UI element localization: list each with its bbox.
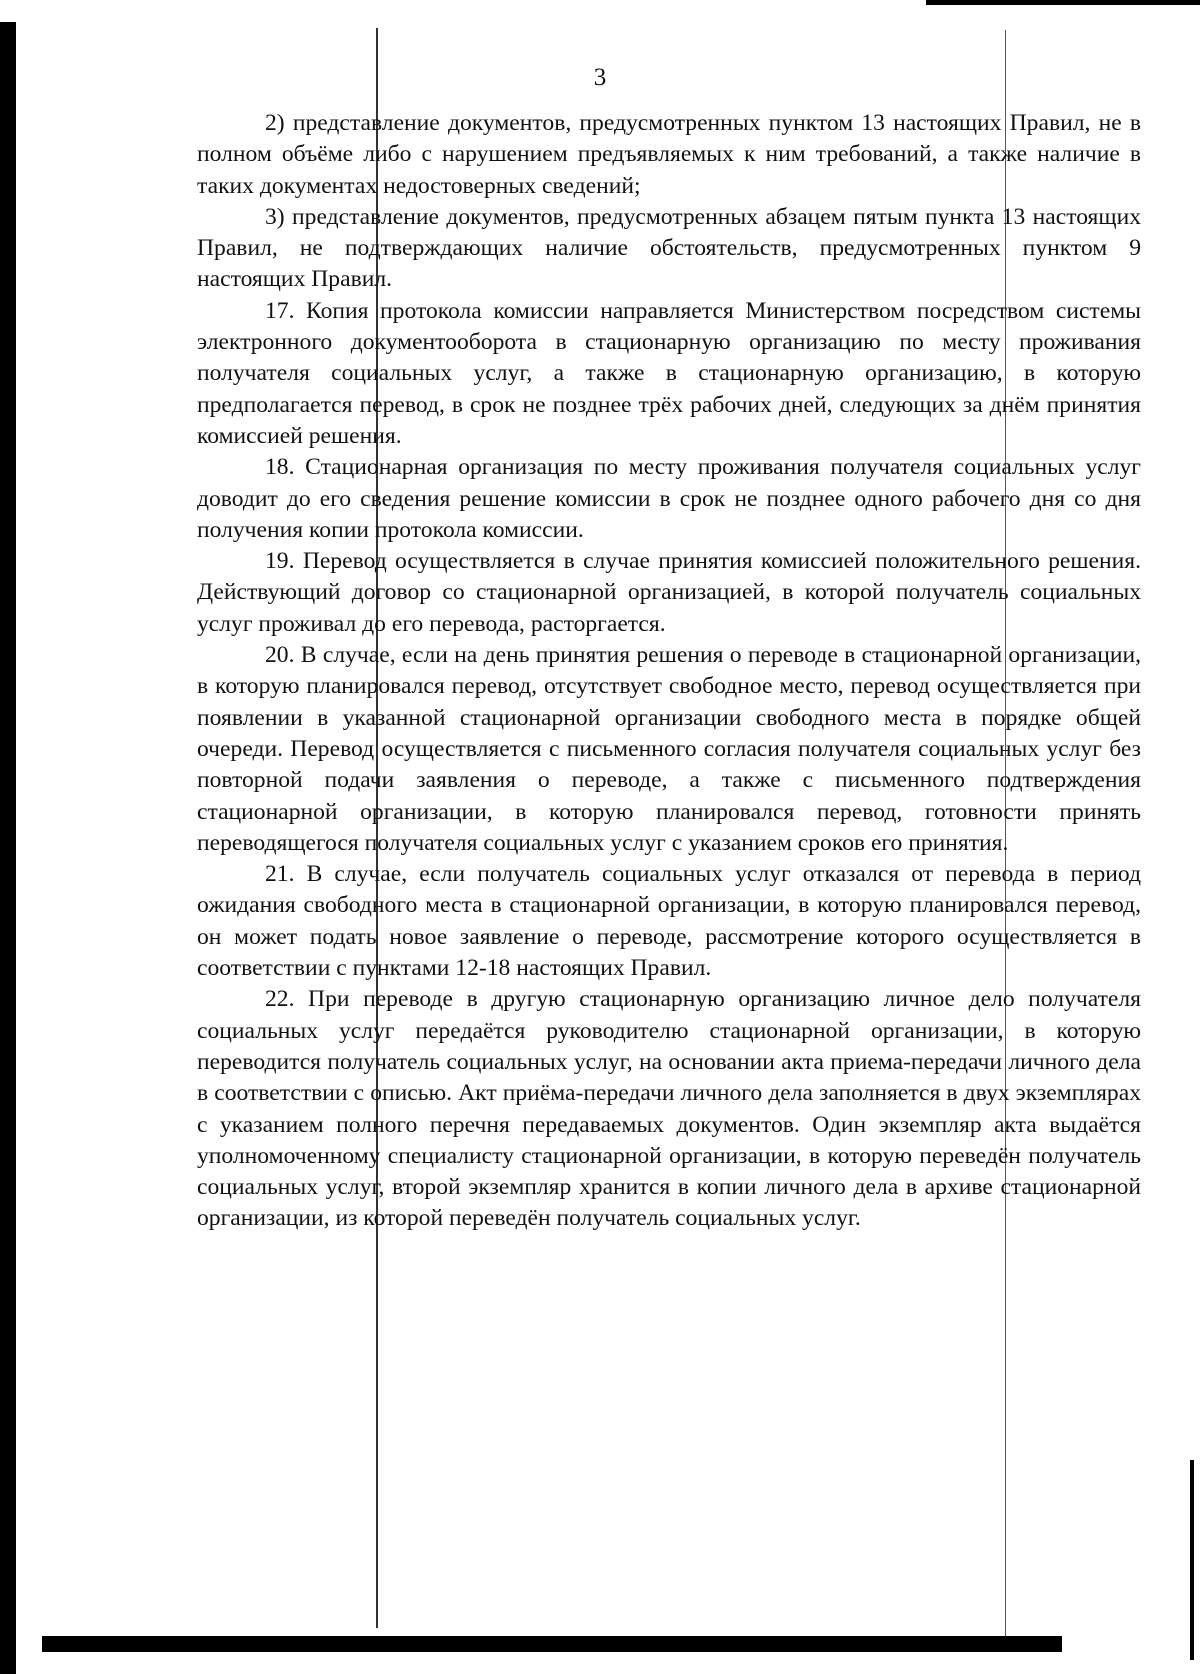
- paragraph-21: 21. В случае, если получатель социальных услуг отказался от перевода в период ожидания свободного места в стационарной организации, в которую планировался перевод, он может подать новое заявление о переводе, рассмотрение которого осуществляется в соответствии с пунктами 12-18 настоящих Правил.: [197, 861, 1141, 982]
- page-number: 3: [593, 64, 607, 91]
- paragraph-22: 22. При переводе в другую стационарную организацию личное дело получателя социальных услуг передаётся руководителю стационарной организации, в которую переводится получатель социальных услуг, на основании акта приема-передачи личного дела в соответствии с описью. Акт приёма-передачи личного дела заполняется в двух экземплярах с указанием полного перечня передаваемых документов. Один экземпляр акта выдаётся уполномоченному специалисту стационарной организации, в которую переведён получатель социальных услуг, второй экземпляр хранится в копии личного дела в архиве стационарной организации, из которой переведён получатель социальных услуг.: [197, 986, 1141, 1232]
- document-body: [197, 108, 1141, 1235]
- paragraph-17: 17. Копия протокола комиссии направляется Министерством посредством системы электронного документооборота в стационарную организацию по месту проживания получателя социальных услуг, а также в стационарную организацию, в которую предполагается перевод, в срок не позднее трёх рабочих дней, следующих за днём принятия комиссией решения.: [197, 297, 1141, 449]
- scan-top-right-line: [926, 0, 1200, 5]
- scan-right-edge-mark: [1190, 1460, 1194, 1660]
- paragraph-16-2: 2) представление документов, предусмотренных пунктом 13 настоящих Правил, не в полном объёме либо с нарушением предъявляемых к ним требований, а также наличие в таких документах недостоверных сведений;: [197, 110, 1141, 199]
- paragraph-16-3: 3) представление документов, предусмотренных абзацем пятым пункта 13 настоящих Правил, не подтверждающих наличие обстоятельств, предусмотренных пунктом 9 настоящих Правил.: [197, 203, 1141, 293]
- scan-left-edge-bar: [0, 22, 16, 1674]
- paragraph-19: 19. Перевод осуществляется в случае принятия комиссией положительного решения. Действующий договор со стационарной организацией, в которой получатель социальных услуг проживал до его перевода, расторгается.: [197, 548, 1141, 637]
- scan-bottom-bar: [42, 1636, 1062, 1652]
- paragraph-18: 18. Стационарная организация по месту проживания получателя социальных услуг доводит до его сведения решение комиссии в срок не позднее одного рабочего дня со дня получения копии протокола комиссии.: [197, 454, 1141, 543]
- paragraph-20: 20. В случае, если на день принятия решения о переводе в стационарной организации, в которую планировался перевод, отсутствует свободное место, перевод осуществляется при появлении в указанной стационарной организации свободного места в порядке общей очереди. Перевод осуществляется с письменного согласия получателя социальных услуг без повторной подачи заявления о переводе, а также с письменного подтверждения стационарной организации, в которую планировался перевод, готовности принять переводящегося получателя социальных услуг с указанием сроков его принятия.: [197, 642, 1141, 856]
